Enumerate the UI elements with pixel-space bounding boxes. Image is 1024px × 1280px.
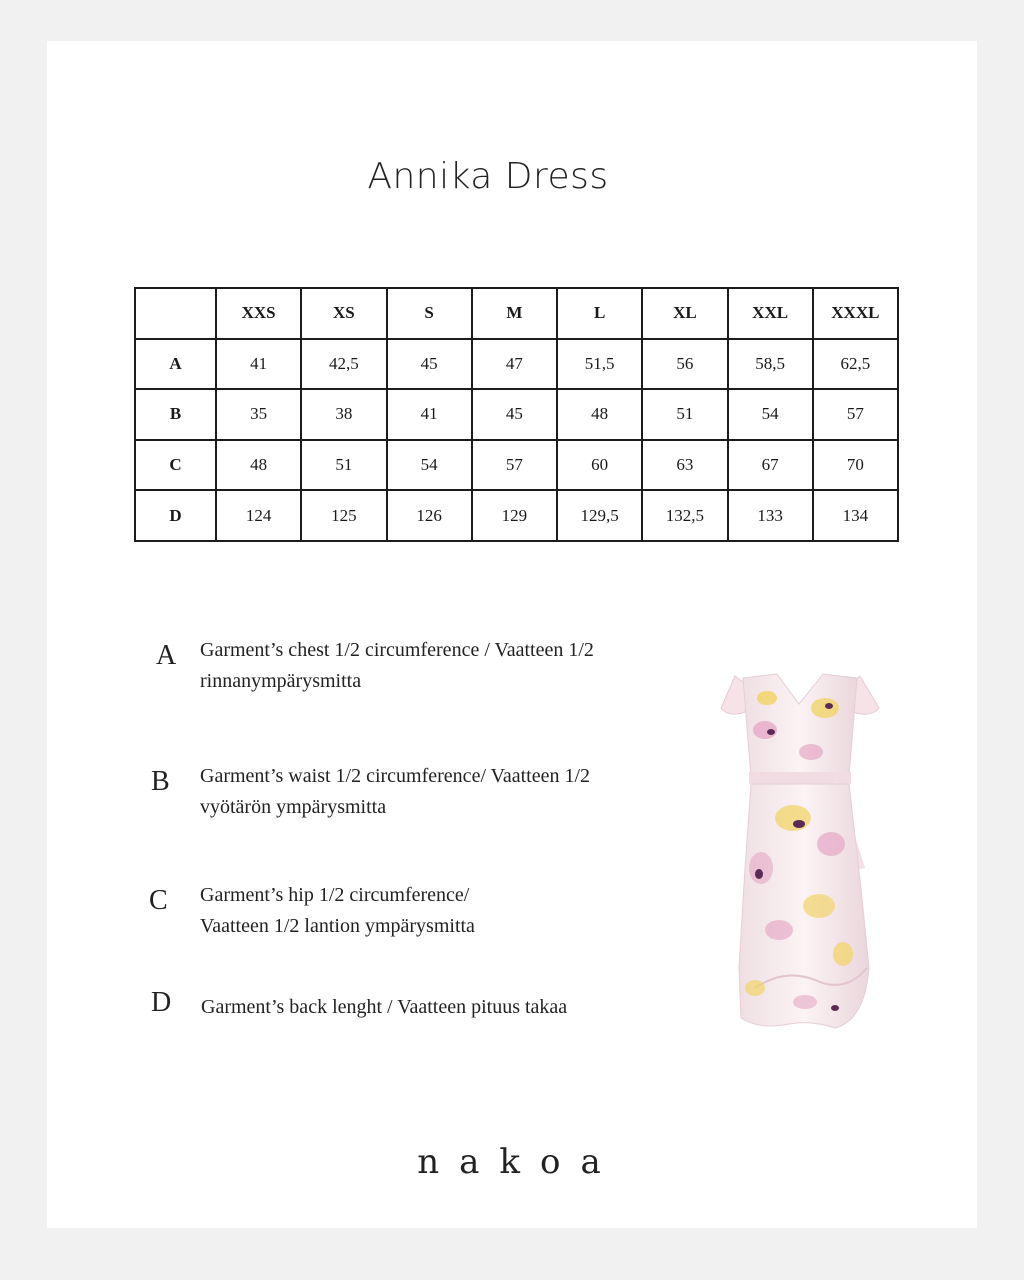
table-cell: 41 [216, 339, 301, 390]
table-row [135, 490, 898, 541]
brand-logo: nakoa [417, 1142, 621, 1182]
legend-line: Garment’s chest 1/2 circumference / Vaatteen 1/2 [200, 639, 594, 661]
table-cell: 45 [387, 339, 472, 390]
table-cell: 129,5 [557, 490, 642, 541]
legend-text-b [200, 761, 677, 823]
table-cell: 124 [216, 490, 301, 541]
table-cell: 126 [387, 490, 472, 541]
table-cell: 51,5 [557, 339, 642, 390]
size-header: XS [301, 288, 386, 339]
legend-line: Garment’s back lenght / Vaatteen pituus takaa [201, 996, 568, 1018]
legend-letter-c: C [149, 885, 168, 916]
table-cell: 48 [557, 389, 642, 440]
size-chart-table [134, 287, 899, 542]
table-cell: 54 [387, 440, 472, 491]
legend-line: Garment’s waist 1/2 circumference/ Vaatteen 1/2 [200, 765, 591, 787]
size-header: XXL [728, 288, 813, 339]
table-row [135, 440, 898, 491]
legend-text-d [201, 992, 661, 1023]
legend-letter-a: A [156, 640, 177, 671]
legend-text-c [200, 880, 640, 942]
table-cell: 129 [472, 490, 557, 541]
legend-line: Vaatteen 1/2 lantion ympärysmitta [200, 915, 475, 937]
table-cell: 42,5 [301, 339, 386, 390]
table-cell: 54 [728, 389, 813, 440]
page-title: Annika Dress [367, 156, 609, 197]
table-cell: 125 [301, 490, 386, 541]
table-cell: 133 [728, 490, 813, 541]
table-cell: 57 [813, 389, 898, 440]
legend-letter-d: D [151, 987, 172, 1018]
row-label: C [135, 440, 216, 491]
table-cell: 132,5 [642, 490, 727, 541]
table-cell: 41 [387, 389, 472, 440]
table-cell: 51 [642, 389, 727, 440]
size-header: S [387, 288, 472, 339]
table-row [135, 389, 898, 440]
table-cell: 67 [728, 440, 813, 491]
row-label: B [135, 389, 216, 440]
row-label: D [135, 490, 216, 541]
size-header: M [472, 288, 557, 339]
table-cell: 70 [813, 440, 898, 491]
table-cell: 38 [301, 389, 386, 440]
table-cell: 134 [813, 490, 898, 541]
table-cell: 56 [642, 339, 727, 390]
legend-letter-b: B [151, 766, 170, 797]
size-header: XL [642, 288, 727, 339]
table-cell: 58,5 [728, 339, 813, 390]
table-cell: 51 [301, 440, 386, 491]
size-header: XXXL [813, 288, 898, 339]
table-row [135, 339, 898, 390]
dress-image [715, 668, 885, 1036]
legend-line: rinnanympärysmitta [200, 670, 362, 692]
table-cell: 62,5 [813, 339, 898, 390]
size-header: L [557, 288, 642, 339]
table-cell: 48 [216, 440, 301, 491]
size-header: XXS [216, 288, 301, 339]
table-cell: 63 [642, 440, 727, 491]
legend-text-a [200, 635, 640, 697]
table-corner-cell [135, 288, 216, 339]
table-cell: 45 [472, 389, 557, 440]
legend-line: vyötärön ympärysmitta [200, 796, 387, 818]
table-cell: 35 [216, 389, 301, 440]
table-header-row [135, 288, 898, 339]
legend-line: Garment’s hip 1/2 circumference/ [200, 884, 470, 906]
table-cell: 57 [472, 440, 557, 491]
table-cell: 47 [472, 339, 557, 390]
table-cell: 60 [557, 440, 642, 491]
row-label: A [135, 339, 216, 390]
